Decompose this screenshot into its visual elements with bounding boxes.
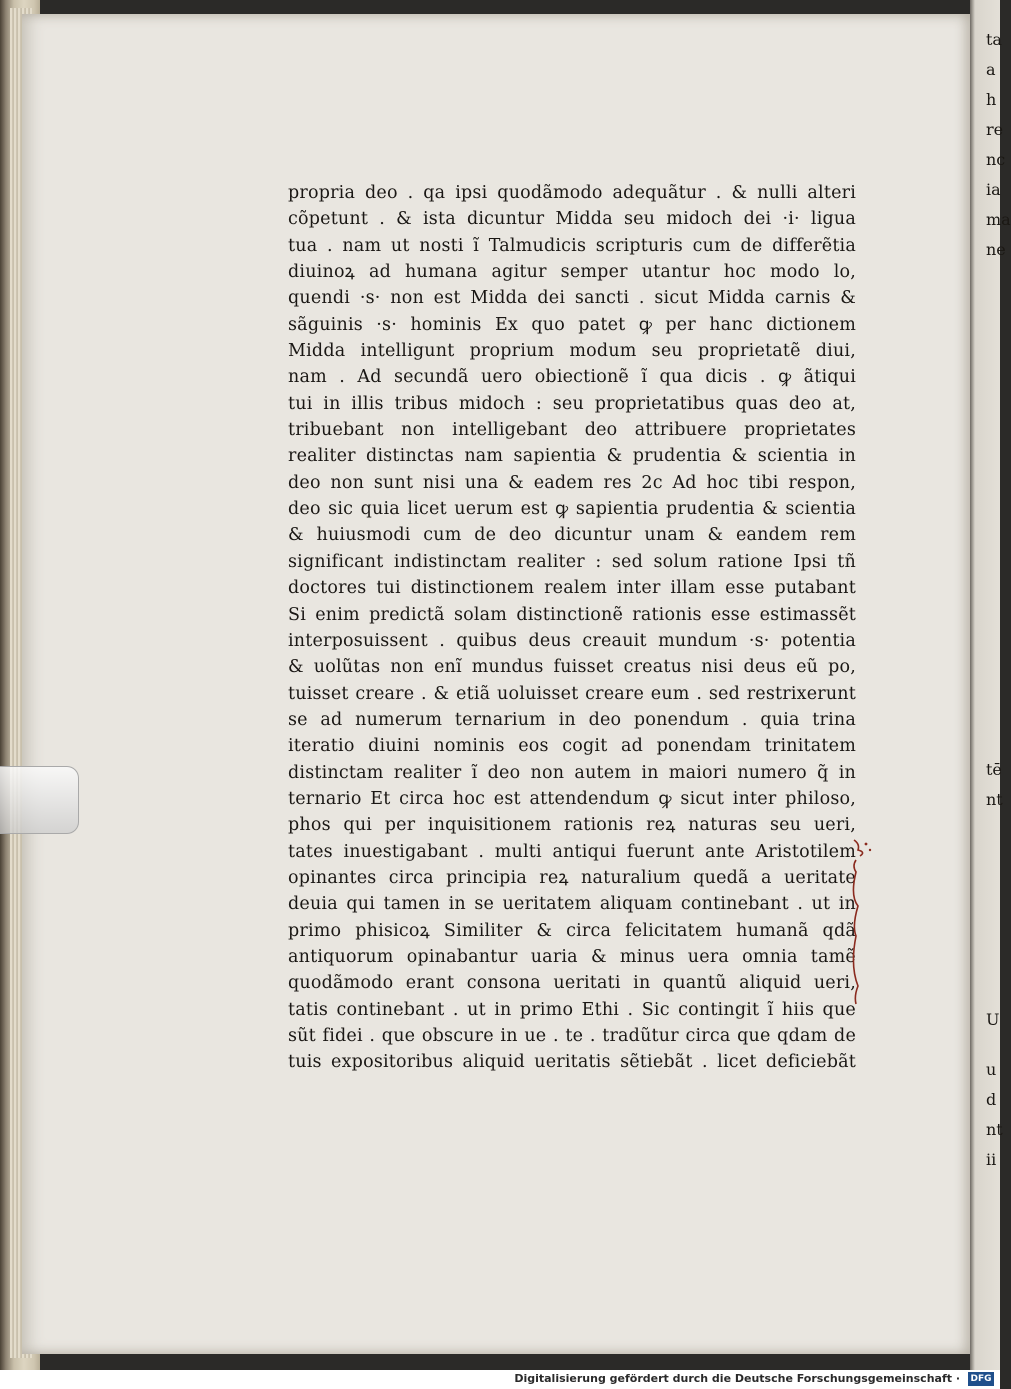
- text-line: & huiusmodi cum de deo dicuntur unam & eandem rem: [288, 525, 856, 546]
- text-line: iteratio diuini nominis eos cogit ad ponendam trinitatem: [288, 736, 856, 757]
- text-line: phos qui per inquisitionem rationis reꝝ naturas seu ueri,: [288, 815, 856, 836]
- text-line: propria deo . qa ipsi quodãmodo adequãtur . & nulli alteri: [288, 183, 856, 203]
- text-line: tribuebant non intelligebant deo attribuere proprietates: [288, 420, 856, 441]
- footer-bar: [0, 1370, 1000, 1389]
- text-line: distinctam realiter ĩ deo non autem in maiori numero q̃ in: [288, 762, 856, 783]
- text-line: realiter distinctas nam sapientia & prudentia & scientia in: [288, 446, 856, 467]
- text-line: sũt fidei . que obscure in ue . te . tradũtur circa que qdam de: [288, 1026, 856, 1046]
- text-line: diuinoꝝ ad humana agitur semper utantur hoc modo lo,: [288, 262, 856, 283]
- text-line: deo non sunt nisi una & eadem res 2c Ad hoc tibi respon,: [288, 472, 856, 493]
- text-line: tui in illis tribus midoch : seu proprietatibus quas deo at,: [288, 393, 856, 414]
- text-line: nam . Ad secundã uero obiectionẽ ĩ qua dicis . ꝙ ãtiqui: [288, 367, 856, 388]
- text-line: cõpetunt . & ista dicuntur Midda seu midoch dei ·i· ligua: [288, 209, 856, 230]
- text-line: tua . nam ut nosti ĩ Talmudicis scripturis cum de differẽtia: [288, 235, 856, 256]
- text-line: quodãmodo erant consona ueritati in quantũ aliquid ueri,: [288, 973, 856, 994]
- facing-page-letter: re: [986, 120, 1004, 139]
- text-line: Midda intelligunt proprium modum seu proprietatẽ diui,: [288, 341, 856, 362]
- funding-credit: Digitalisierung gefördert durch die Deutsche Forschungsgemeinschaft ·: [514, 1372, 960, 1385]
- facing-page-letter: U: [986, 1010, 1000, 1029]
- text-line: deuia qui tamen in se ueritatem aliquam continebant . ut in: [288, 894, 856, 915]
- text-line: tatis continebant . ut in primo Ethi . Sic contingit ĩ hiis que: [288, 999, 856, 1020]
- facing-page-letter: ma: [986, 210, 1011, 229]
- text-line: interposuissent . quibus deus creauit mundum ·s· potentia: [288, 630, 856, 651]
- text-line: opinantes circa principia reꝝ naturalium quedã a ueritate: [288, 867, 856, 888]
- facing-page-letter: tē: [986, 760, 1002, 779]
- main-text-block: [288, 180, 856, 1076]
- facing-page-letter: nc: [986, 150, 1006, 169]
- text-line: sãguinis ·s· hominis Ex quo patet ꝙ per hanc dictionem: [288, 314, 856, 335]
- text-line: se ad numerum ternarium in deo ponendum . quia trina: [288, 709, 856, 730]
- text-line: primo phisicoꝝ Similiter & circa felicitatem humanã qdã: [288, 920, 856, 941]
- text-line: quendi ·s· non est Midda dei sancti . sicut Midda carnis &: [288, 288, 856, 309]
- text-line: tuisset creare . & etiã uoluisset creare eum . sed restrixerunt: [288, 683, 856, 704]
- text-line: significant indistinctam realiter : sed solum ratione Ipsi tñ: [288, 551, 856, 572]
- text-line: & uolũtas non enĩ mundus fuisset creatus nisi deus eũ po,: [288, 657, 856, 678]
- text-line: tuis expositoribus aliquid ueritatis sẽtiebãt . licet deficiebãt: [288, 1052, 856, 1073]
- facing-page-letter: ii: [986, 1150, 997, 1169]
- text-line: doctores tui distinctionem realem inter illam esse putabant: [288, 578, 856, 599]
- facing-page-letter: ne: [986, 240, 1006, 259]
- facing-page-letter: h: [986, 90, 997, 109]
- text-line: ternario Et circa hoc est attendendum ꝙ sicut inter philoso,: [288, 788, 856, 809]
- facing-page-text-fragment: [978, 0, 1011, 1370]
- facing-page-letter: d: [986, 1090, 997, 1109]
- facing-page-letter: ta: [986, 30, 1002, 49]
- text-line: tates inuestigabant . multi antiqui fuerunt ante Aristotilem: [288, 841, 856, 862]
- facing-page-letter: u: [986, 1060, 997, 1079]
- page-clip: [0, 766, 79, 834]
- text-line: antiquorum opinabantur uaria & minus uera omnia tamẽ: [288, 946, 856, 967]
- facing-page-letter: nt: [986, 1120, 1003, 1139]
- facing-page-letter: ia: [986, 180, 1001, 199]
- facing-page-letter: nt: [986, 790, 1003, 809]
- dfg-logo: DFG: [968, 1372, 994, 1386]
- text-line: deo sic quia licet uerum est ꝙ sapientia prudentia & scientia: [288, 499, 856, 520]
- facing-page-letter: a: [986, 60, 996, 79]
- margin-bracket-annotation: [846, 836, 876, 1006]
- text-line: Si enim predictã solam distinctionẽ rationis esse estimassẽt: [288, 604, 856, 625]
